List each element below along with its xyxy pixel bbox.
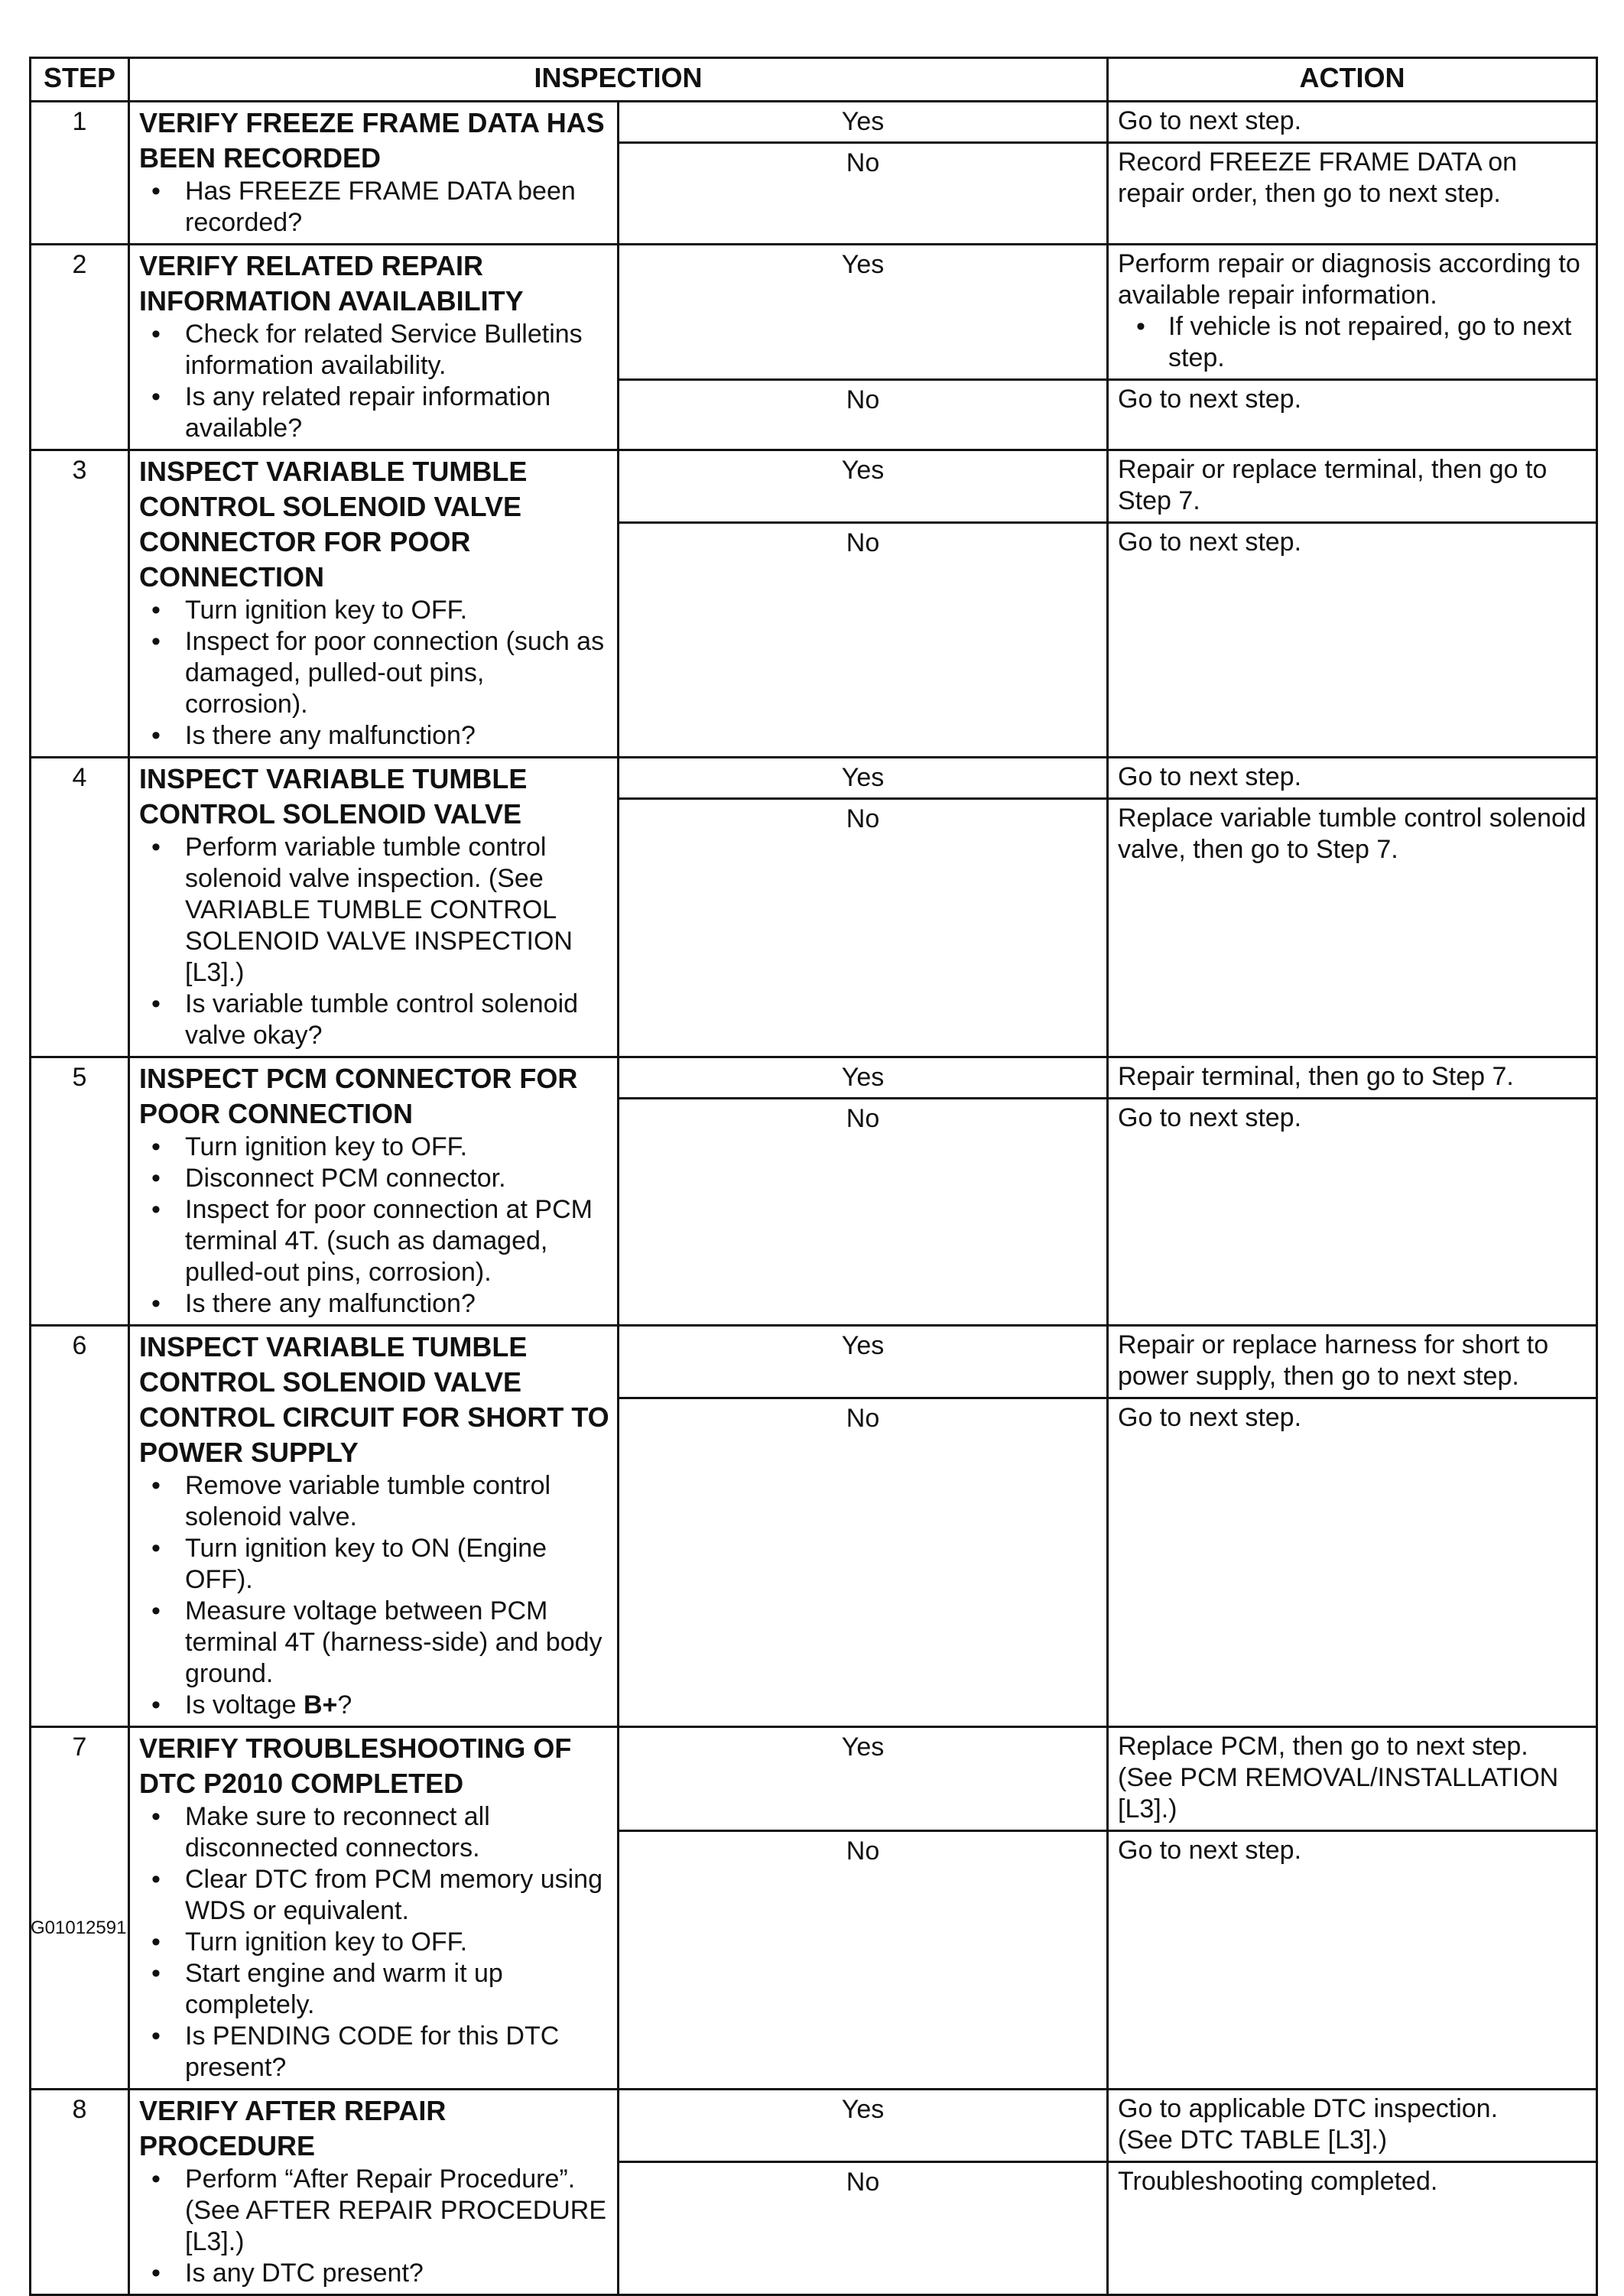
inspection-cell (129, 102, 619, 245)
table-body (31, 102, 1597, 2295)
action-line: Go to next step. (1118, 106, 1302, 135)
no-action (1108, 523, 1597, 758)
inspection-bullet: • Perform variable tumble control solenoid valve inspection. (See VARIABLE TUMBLE CONTROL SOLENOID VALVE INSPECTION [L3].) (139, 832, 611, 989)
yes-action (1108, 102, 1597, 143)
table-row (31, 245, 1597, 380)
no-action (1108, 2162, 1597, 2295)
yes-label: Yes (619, 2090, 1108, 2162)
figure-id: G01012591 (31, 1918, 127, 1938)
inspection-bullet: • Check for related Service Bulletins information availability. (139, 319, 611, 382)
action-line: Perform repair or diagnosis according to available repair information. (1118, 249, 1580, 310)
inspection-bullet: • Turn ignition key to ON (Engine OFF). (139, 1533, 611, 1596)
inspection-cell (129, 1326, 619, 1727)
inspection-title: INSPECT PCM CONNECTOR FOR POOR CONNECTION (139, 1063, 578, 1129)
action-bullet: • If vehicle is not repaired, go to next step. (1118, 311, 1588, 374)
inspection-title: VERIFY FREEZE FRAME DATA HAS BEEN RECORDED (139, 107, 605, 174)
bullet-text: Is voltage (185, 1690, 304, 1720)
inspection-bullet: • Start engine and warm it up completely. (139, 1958, 611, 2021)
table-row (31, 102, 1597, 143)
table-row (31, 758, 1597, 799)
action-line: Go to next step. (1118, 1103, 1302, 1132)
inspection-bullet: • Is variable tumble control solenoid valve okay? (139, 989, 611, 1051)
inspection-title: VERIFY TROUBLESHOOTING OF DTC P2010 COMPLETED (139, 1733, 572, 1799)
yes-action (1108, 1057, 1597, 1099)
no-label: No (619, 143, 1108, 245)
action-line: Replace variable tumble control solenoid valve, then go to Step 7. (1118, 804, 1587, 864)
inspection-bullet: • Turn ignition key to OFF. (139, 1927, 611, 1958)
inspection-title: INSPECT VARIABLE TUMBLE CONTROL SOLENOID VALVE CONNECTOR FOR POOR CONNECTION (139, 456, 528, 593)
inspection-bullet (139, 1690, 611, 1721)
inspection-cell (129, 758, 619, 1057)
inspection-bullet: • Is there any malfunction? (139, 1288, 611, 1320)
header-step: STEP (31, 58, 129, 102)
inspection-bullet: • Turn ignition key to OFF. (139, 1132, 611, 1163)
step-number: 2 (31, 245, 129, 450)
yes-action (1108, 2090, 1597, 2162)
no-action (1108, 799, 1597, 1057)
action-line: Go to applicable DTC inspection. (1118, 2094, 1499, 2123)
step-number: 6 (31, 1326, 129, 1727)
inspection-bullets (139, 832, 611, 1051)
yes-label: Yes (619, 245, 1108, 380)
inspection-cell (129, 2090, 619, 2295)
bullet-text: ? (337, 1690, 352, 1720)
table-row (31, 1727, 1597, 1831)
action-line: (See PCM REMOVAL/INSTALLATION [L3].) (1118, 1763, 1559, 1823)
yes-label: Yes (619, 1057, 1108, 1099)
yes-action (1108, 1727, 1597, 1831)
no-action (1108, 380, 1597, 450)
yes-label: Yes (619, 758, 1108, 799)
no-label: No (619, 523, 1108, 758)
no-action (1108, 1398, 1597, 1727)
yes-label: Yes (619, 1326, 1108, 1398)
inspection-bullets (139, 319, 611, 444)
no-label: No (619, 380, 1108, 450)
inspection-bullet: • Is there any malfunction? (139, 720, 611, 752)
inspection-bullets (139, 1470, 611, 1721)
action-line: Go to next step. (1118, 385, 1302, 414)
inspection-bullet: • Is PENDING CODE for this DTC present? (139, 2021, 611, 2083)
action-line: Repair or replace terminal, then go to Step 7. (1118, 455, 1548, 515)
troubleshooting-table (29, 57, 1598, 2296)
inspection-bullets (139, 2164, 611, 2289)
yes-label: Yes (619, 102, 1108, 143)
inspection-title: INSPECT VARIABLE TUMBLE CONTROL SOLENOID VALVE (139, 763, 528, 830)
inspection-bullet: • Inspect for poor connection (such as damaged, pulled-out pins, corrosion). (139, 626, 611, 720)
inspection-bullet: • Clear DTC from PCM memory using WDS or equivalent. (139, 1864, 611, 1927)
action-line: Repair terminal, then go to Step 7. (1118, 1062, 1514, 1091)
action-line: Go to next step. (1118, 1836, 1302, 1865)
inspection-title: INSPECT VARIABLE TUMBLE CONTROL SOLENOID VALVE CONTROL CIRCUIT FOR SHORT TO POWER SUPPLY (139, 1331, 609, 1468)
yes-action (1108, 758, 1597, 799)
inspection-bullet: • Inspect for poor connection at PCM terminal 4T. (such as damaged, pulled-out pins, corrosion). (139, 1194, 611, 1288)
header-inspection: INSPECTION (129, 58, 1108, 102)
no-label: No (619, 1099, 1108, 1326)
inspection-bullet: • Measure voltage between PCM terminal 4T (harness-side) and body ground. (139, 1596, 611, 1690)
inspection-bullets (139, 1801, 611, 2083)
no-action (1108, 143, 1597, 245)
action-line: Go to next step. (1118, 762, 1302, 791)
inspection-bullet: • Remove variable tumble control solenoid valve. (139, 1470, 611, 1533)
action-line: Repair or replace harness for short to power supply, then go to next step. (1118, 1330, 1549, 1391)
inspection-bullet: • Make sure to reconnect all disconnected connectors. (139, 1801, 611, 1864)
yes-label: Yes (619, 450, 1108, 523)
action-line: Replace PCM, then go to next step. (1118, 1732, 1528, 1761)
bullet-bold-text: B+ (303, 1690, 338, 1720)
no-action (1108, 1831, 1597, 2090)
table-row (31, 2090, 1597, 2162)
inspection-cell (129, 245, 619, 450)
inspection-bullets (139, 1132, 611, 1320)
no-label: No (619, 1831, 1108, 2090)
yes-action (1108, 1326, 1597, 1398)
inspection-bullet: • Disconnect PCM connector. (139, 1163, 611, 1194)
step-number: 8 (31, 2090, 129, 2295)
inspection-bullets (139, 176, 611, 239)
header-action: ACTION (1108, 58, 1597, 102)
inspection-title: VERIFY RELATED REPAIR INFORMATION AVAILABILITY (139, 250, 524, 317)
step-number: 4 (31, 758, 129, 1057)
step-number: 5 (31, 1057, 129, 1326)
inspection-bullet: • Is any DTC present? (139, 2258, 611, 2289)
inspection-bullet: • Is any related repair information available? (139, 382, 611, 444)
step-number: 1 (31, 102, 129, 245)
step-number: 3 (31, 450, 129, 758)
action-line: Go to next step. (1118, 528, 1302, 557)
table-row (31, 1057, 1597, 1099)
inspection-cell (129, 1727, 619, 2090)
inspection-title: VERIFY AFTER REPAIR PROCEDURE (139, 2095, 447, 2161)
step-number: 7 (31, 1727, 129, 2090)
action-line: Record FREEZE FRAME DATA on repair order, then go to next step. (1118, 148, 1518, 208)
action-line: Troubleshooting completed. (1118, 2167, 1438, 2196)
yes-label: Yes (619, 1727, 1108, 1831)
inspection-cell (129, 450, 619, 758)
action-line: Go to next step. (1118, 1403, 1302, 1432)
no-label: No (619, 2162, 1108, 2295)
action-line: (See DTC TABLE [L3].) (1118, 2126, 1388, 2155)
inspection-cell (129, 1057, 619, 1326)
no-label: No (619, 799, 1108, 1057)
table-row (31, 1326, 1597, 1398)
no-action (1108, 1099, 1597, 1326)
no-label: No (619, 1398, 1108, 1727)
yes-action (1108, 245, 1597, 380)
inspection-bullet: • Perform “After Repair Procedure”. (See AFTER REPAIR PROCEDURE [L3].) (139, 2164, 611, 2258)
inspection-bullet: • Has FREEZE FRAME DATA been recorded? (139, 176, 611, 239)
table-row (31, 450, 1597, 523)
yes-action (1108, 450, 1597, 523)
header-row (31, 58, 1597, 102)
inspection-bullets (139, 595, 611, 752)
action-bullets (1118, 311, 1588, 374)
inspection-bullet: • Turn ignition key to OFF. (139, 595, 611, 626)
